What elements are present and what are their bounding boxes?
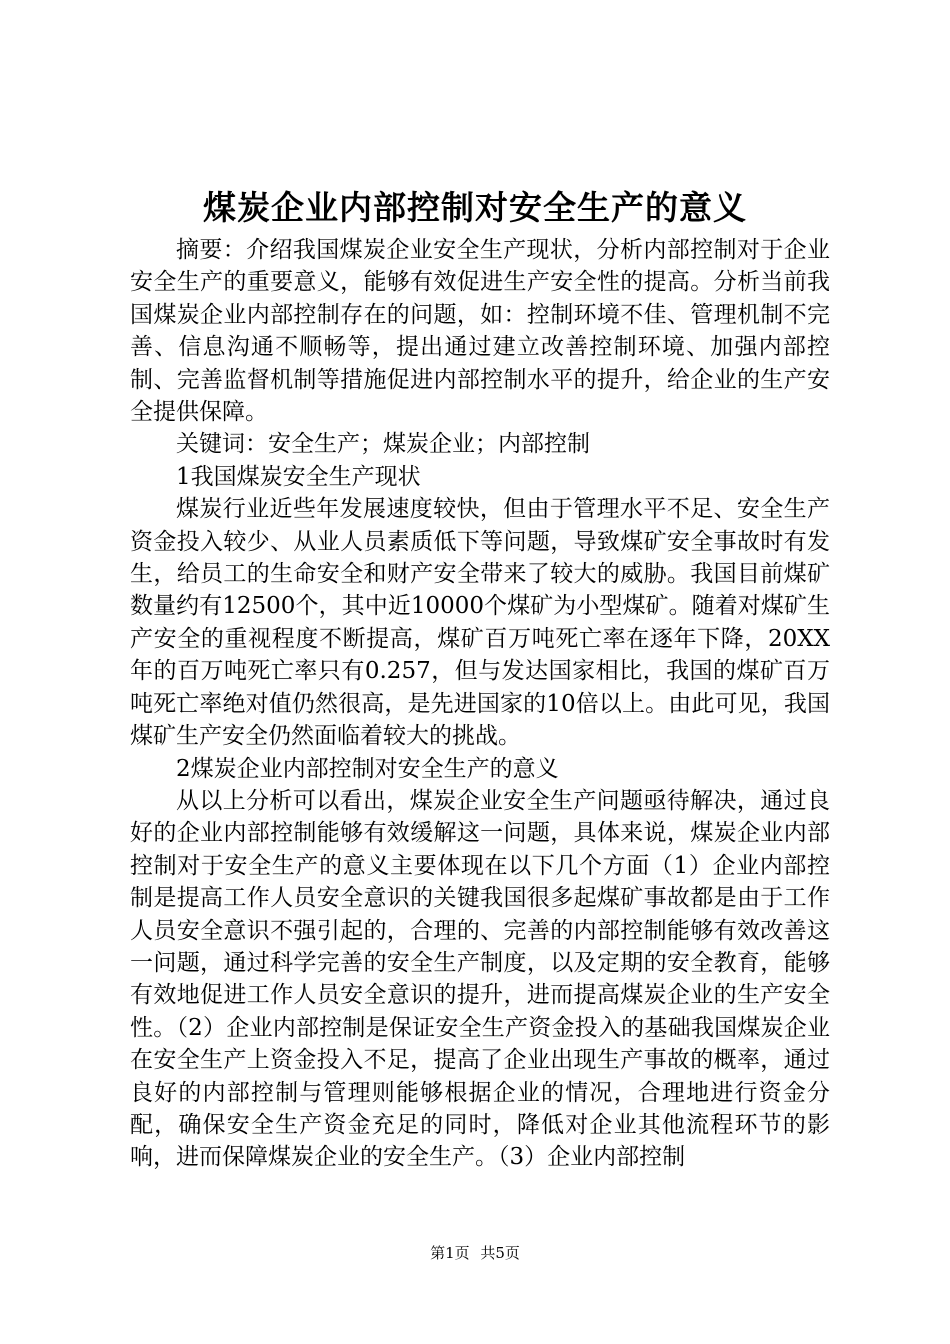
page-footer — [0, 1243, 950, 1263]
abstract-paragraph: 摘要：介绍我国煤炭企业安全生产现状，分析内部控制对于企业安全生产的重要意义，能够有效促进生产安全性的提高。分析当前我国煤炭企业内部控制存在的问题，如：控制环境不佳、管理机制不完善、信息沟通不顺畅等，提出通过建立改善控制环境、加强内部控制、完善监督机制等措施促进内部控制水平的提升，给企业的生产安全提供保障。 — [130, 237, 830, 426]
page-total: 共5页 — [480, 1244, 520, 1262]
section-heading-2: 2煤炭企业内部控制对安全生产的意义 — [176, 755, 559, 782]
section-heading-1: 1我国煤炭安全生产现状 — [176, 463, 421, 490]
page-number: 第1页 — [430, 1244, 470, 1262]
document-title: 煤炭企业内部控制对安全生产的意义 — [203, 188, 747, 227]
keywords-paragraph: 关键词：安全生产；煤炭企业；内部控制 — [176, 431, 590, 458]
document-body — [130, 234, 830, 1174]
body-paragraph: 煤炭行业近些年发展速度较快，但由于管理水平不足、安全生产资金投入较少、从业人员素质低下等问题，导致煤矿安全事故时有发生，给员工的生命安全和财产安全带来了较大的威胁。我国目前煤矿数量约有12500个，其中近10000个煤矿为小型煤矿。随着对煤矿生产安全的重视程度不断提高，煤矿百万吨死亡率在逐年下降，20XX年的百万吨死亡率只有0.257，但与发达国家相比，我国的煤矿百万吨死亡率绝对值仍然很高，是先进国家的10倍以上。由此可见，我国煤矿生产安全仍然面临着较大的挑战。 — [130, 496, 830, 750]
body-paragraph: 从以上分析可以看出，煤炭企业安全生产问题亟待解决，通过良好的企业内部控制能够有效缓解这一问题，具体来说，煤炭企业内部控制对于安全生产的意义主要体现在以下几个方面（1）企业内部控制是提高工作人员安全意识的关键我国很多起煤矿事故都是由于工作人员安全意识不强引起的，合理的、完善的内部控制能够有效改善这一问题，通过科学完善的安全生产制度，以及定期的安全教育，能够有效地促进工作人员安全意识的提升，进而提高煤炭企业的生产安全性。（2）企业内部控制是保证安全生产资金投入的基础我国煤炭企业在安全生产上资金投入不足，提高了企业出现生产事故的概率，通过良好的内部控制与管理则能够根据企业的情况，合理地进行资金分配，确保安全生产资金充足的同时，降低对企业其他流程环节的影响，进而保障煤炭企业的安全生产。（3）企业内部控制 — [130, 787, 830, 1171]
